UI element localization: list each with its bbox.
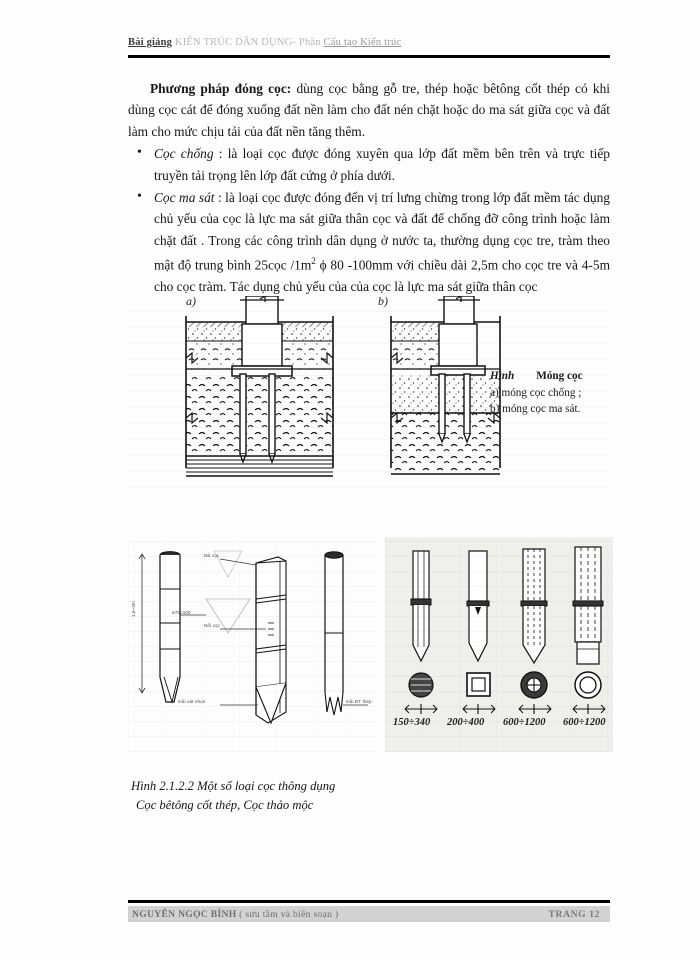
label-noi-coc: Nối cọc <box>204 623 221 628</box>
paragraph-lead-bold: Phương pháp đóng cọc: <box>150 81 292 96</box>
footer-divider <box>128 900 610 903</box>
figure-2-right-panel-pile-types <box>385 537 613 752</box>
bullet-term-coc-chong: Cọc chống <box>154 146 214 162</box>
bullet-list <box>128 143 610 297</box>
bullet-text-coc-chong: : là loại cọc được đóng xuyên qua lớp đất mềm bên trên và trực tiếp truyền tải trọng lên lớp đất cứng ở phía dưới. <box>154 146 610 183</box>
dimension-label-pile-1: 150÷340 <box>393 717 431 728</box>
caption-line-2: Cọc bêtông cốt thép, Cọc thảo mộc <box>136 798 314 812</box>
scan-bleed-through <box>128 537 378 752</box>
caption-line-1: Hình 2.1.2.2 Một số loại cọc thông dụng <box>131 779 336 793</box>
dimension-label-pile-4: 600÷1200 <box>563 717 606 728</box>
figure-2-left-panel-pile-elevations <box>128 537 378 752</box>
footer-author-line <box>132 909 338 920</box>
figure-1-panel-a-label: a) <box>186 296 196 308</box>
legend-title-mong-coc: Móng cọc <box>536 370 583 382</box>
legend-title-hinh: Hình <box>490 370 515 382</box>
bullet-term-coc-ma-sat: Cọc ma sát <box>154 190 215 206</box>
legend-line-a: a) móng cọc chống ; <box>490 386 582 399</box>
footer-author-note: ( sưu tầm và biên soạn ) <box>236 908 339 920</box>
page-header <box>128 36 610 49</box>
label-pile-diameter: ø70÷100 <box>172 610 191 615</box>
figure-1-legend-title <box>490 368 615 385</box>
page-footer <box>128 906 610 922</box>
bullet-superscript: 2 <box>311 256 316 267</box>
body-content <box>128 78 610 298</box>
header-divider <box>128 55 610 58</box>
header-underlined-text: Cấu tạo Kiến trúc <box>323 37 402 48</box>
figure-2-caption <box>131 777 531 815</box>
header-title-line <box>128 36 610 49</box>
figure-1-legend <box>490 368 615 418</box>
paragraph-lead-rest: dùng cọc bằng gỗ tre, thép hoặc bêtông cốt thép có khi dùng cọc cát để đóng xuống đất nền làm cho đất nén chặt hoặc do ma sát giữa cọc và đất làm cho mức chịu tải của đất nền tăng thêm. <box>128 81 610 139</box>
list-item <box>128 143 610 186</box>
dimension-label-pile-2: 200÷400 <box>447 717 485 728</box>
header-grey-text: KIẾN TRÚC DÂN DỤNG- Phần <box>172 37 324 48</box>
header-bold-text: Bài giảng <box>128 37 173 48</box>
dimension-label-pile-3: 600÷1200 <box>503 717 546 728</box>
bullet-text-coc-ma-sat-part1: : là loại cọc được đóng đến vị trí lưng chừng trong lớp đất mềm tác dụng chủ yếu của cọc là lực ma sát giữa thân cọc và đất để chống đỡ công trình hoặc làm chặt đất . Trong các công trình dân dụng ở nước ta, thường dụng cọc tre, tràm theo mật độ trung bình 25cọc /1m <box>154 190 610 273</box>
label-mu-coc: Mũ cọc <box>204 553 220 558</box>
label-mui-vat-nhon: mũi vát nhọn <box>178 699 206 704</box>
list-item <box>128 187 610 298</box>
footer-author-name: NGUYỄN NGỌC BÌNH <box>132 908 237 920</box>
label-pile-height: 1,5÷3m <box>131 601 136 617</box>
bullet-text-coc-ma-sat-part2: ϕ 80 -100mm với chiều dài 2,5m cho cọc tre và 4-5m cho cọc tràm. Tác dụng chủ yếu của của cọc là lực ma sát giữa thân cọc <box>154 257 610 295</box>
legend-line-b: b) móng cọc ma sát. <box>490 403 581 415</box>
label-mui-bt-thep: mũi BT thép <box>346 699 372 704</box>
paragraph-phuong-phap <box>128 78 610 142</box>
footer-page-number: TRANG 12 <box>548 908 600 920</box>
figure-1-panel-b-label: b) <box>378 296 388 308</box>
